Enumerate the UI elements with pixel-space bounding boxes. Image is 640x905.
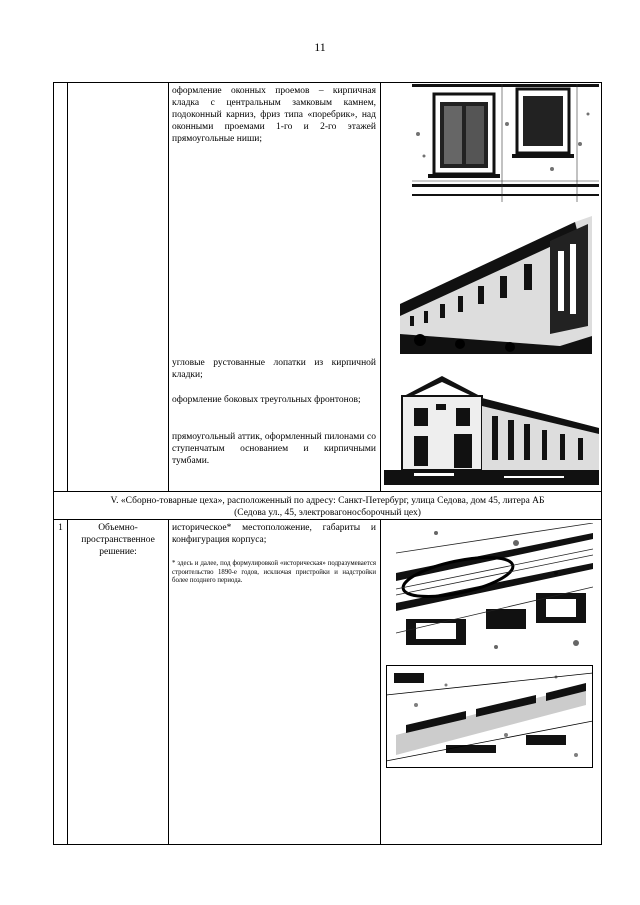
column-divider-1-lower — [67, 519, 68, 845]
column-divider-3 — [380, 82, 381, 491]
heritage-table — [53, 82, 602, 845]
column-divider-3-lower — [380, 519, 381, 845]
row-number: 1 — [58, 523, 63, 533]
section-heading-line1: V. «Сборно-товарные цеха», расположенный по адресу: Санкт-Петербург, улица Седова, дом 45, литера АБ — [110, 496, 545, 506]
column-divider-2 — [168, 82, 169, 491]
section-divider-bottom — [53, 519, 602, 520]
site-plan-map — [396, 523, 593, 655]
table-border-top — [53, 82, 602, 83]
table-border-bottom — [53, 844, 602, 845]
window-decoration-text: оформление оконных проемов – кирпичная кладка с центральным замковым камнем, подоконный карниз, фриз типа «поребрик», над оконными проемами 1-го и 2-го этажей прямоугольные ниши; — [172, 86, 376, 144]
table-border-right — [601, 82, 602, 845]
column-divider-2-lower — [168, 519, 169, 845]
pediments-text: оформление боковых треугольных фронтонов; — [172, 395, 361, 405]
row-category: Объемно-пространственное решение: — [81, 523, 155, 557]
facade-window-photo — [412, 84, 599, 202]
row-footnote: * здесь и далее, под формулировкой «историческая» подразумевается строительство 1890-е годов, исключая пристройки и надстройки более позднего периода. — [172, 560, 376, 585]
page-number: 11 — [314, 40, 326, 54]
table-border-left — [53, 82, 54, 845]
building-perspective-photo — [400, 216, 592, 354]
attic-text: прямоугольный аттик, оформленный пилонами со ступенчатым основанием и кирпичными тумбами. — [172, 432, 376, 466]
aerial-photo — [386, 665, 593, 768]
building-corner-pediment-photo — [384, 368, 599, 485]
row-main-text: историческое* местоположение, габариты и конфигурация корпуса; — [172, 523, 376, 545]
column-divider-1 — [67, 82, 68, 491]
pilasters-text: угловые рустованные лопатки из кирпичной кладки; — [172, 358, 376, 380]
section-heading-line2: (Седова ул., 45, электровагоносборочный цех) — [234, 508, 421, 518]
section-divider-top — [53, 491, 602, 492]
